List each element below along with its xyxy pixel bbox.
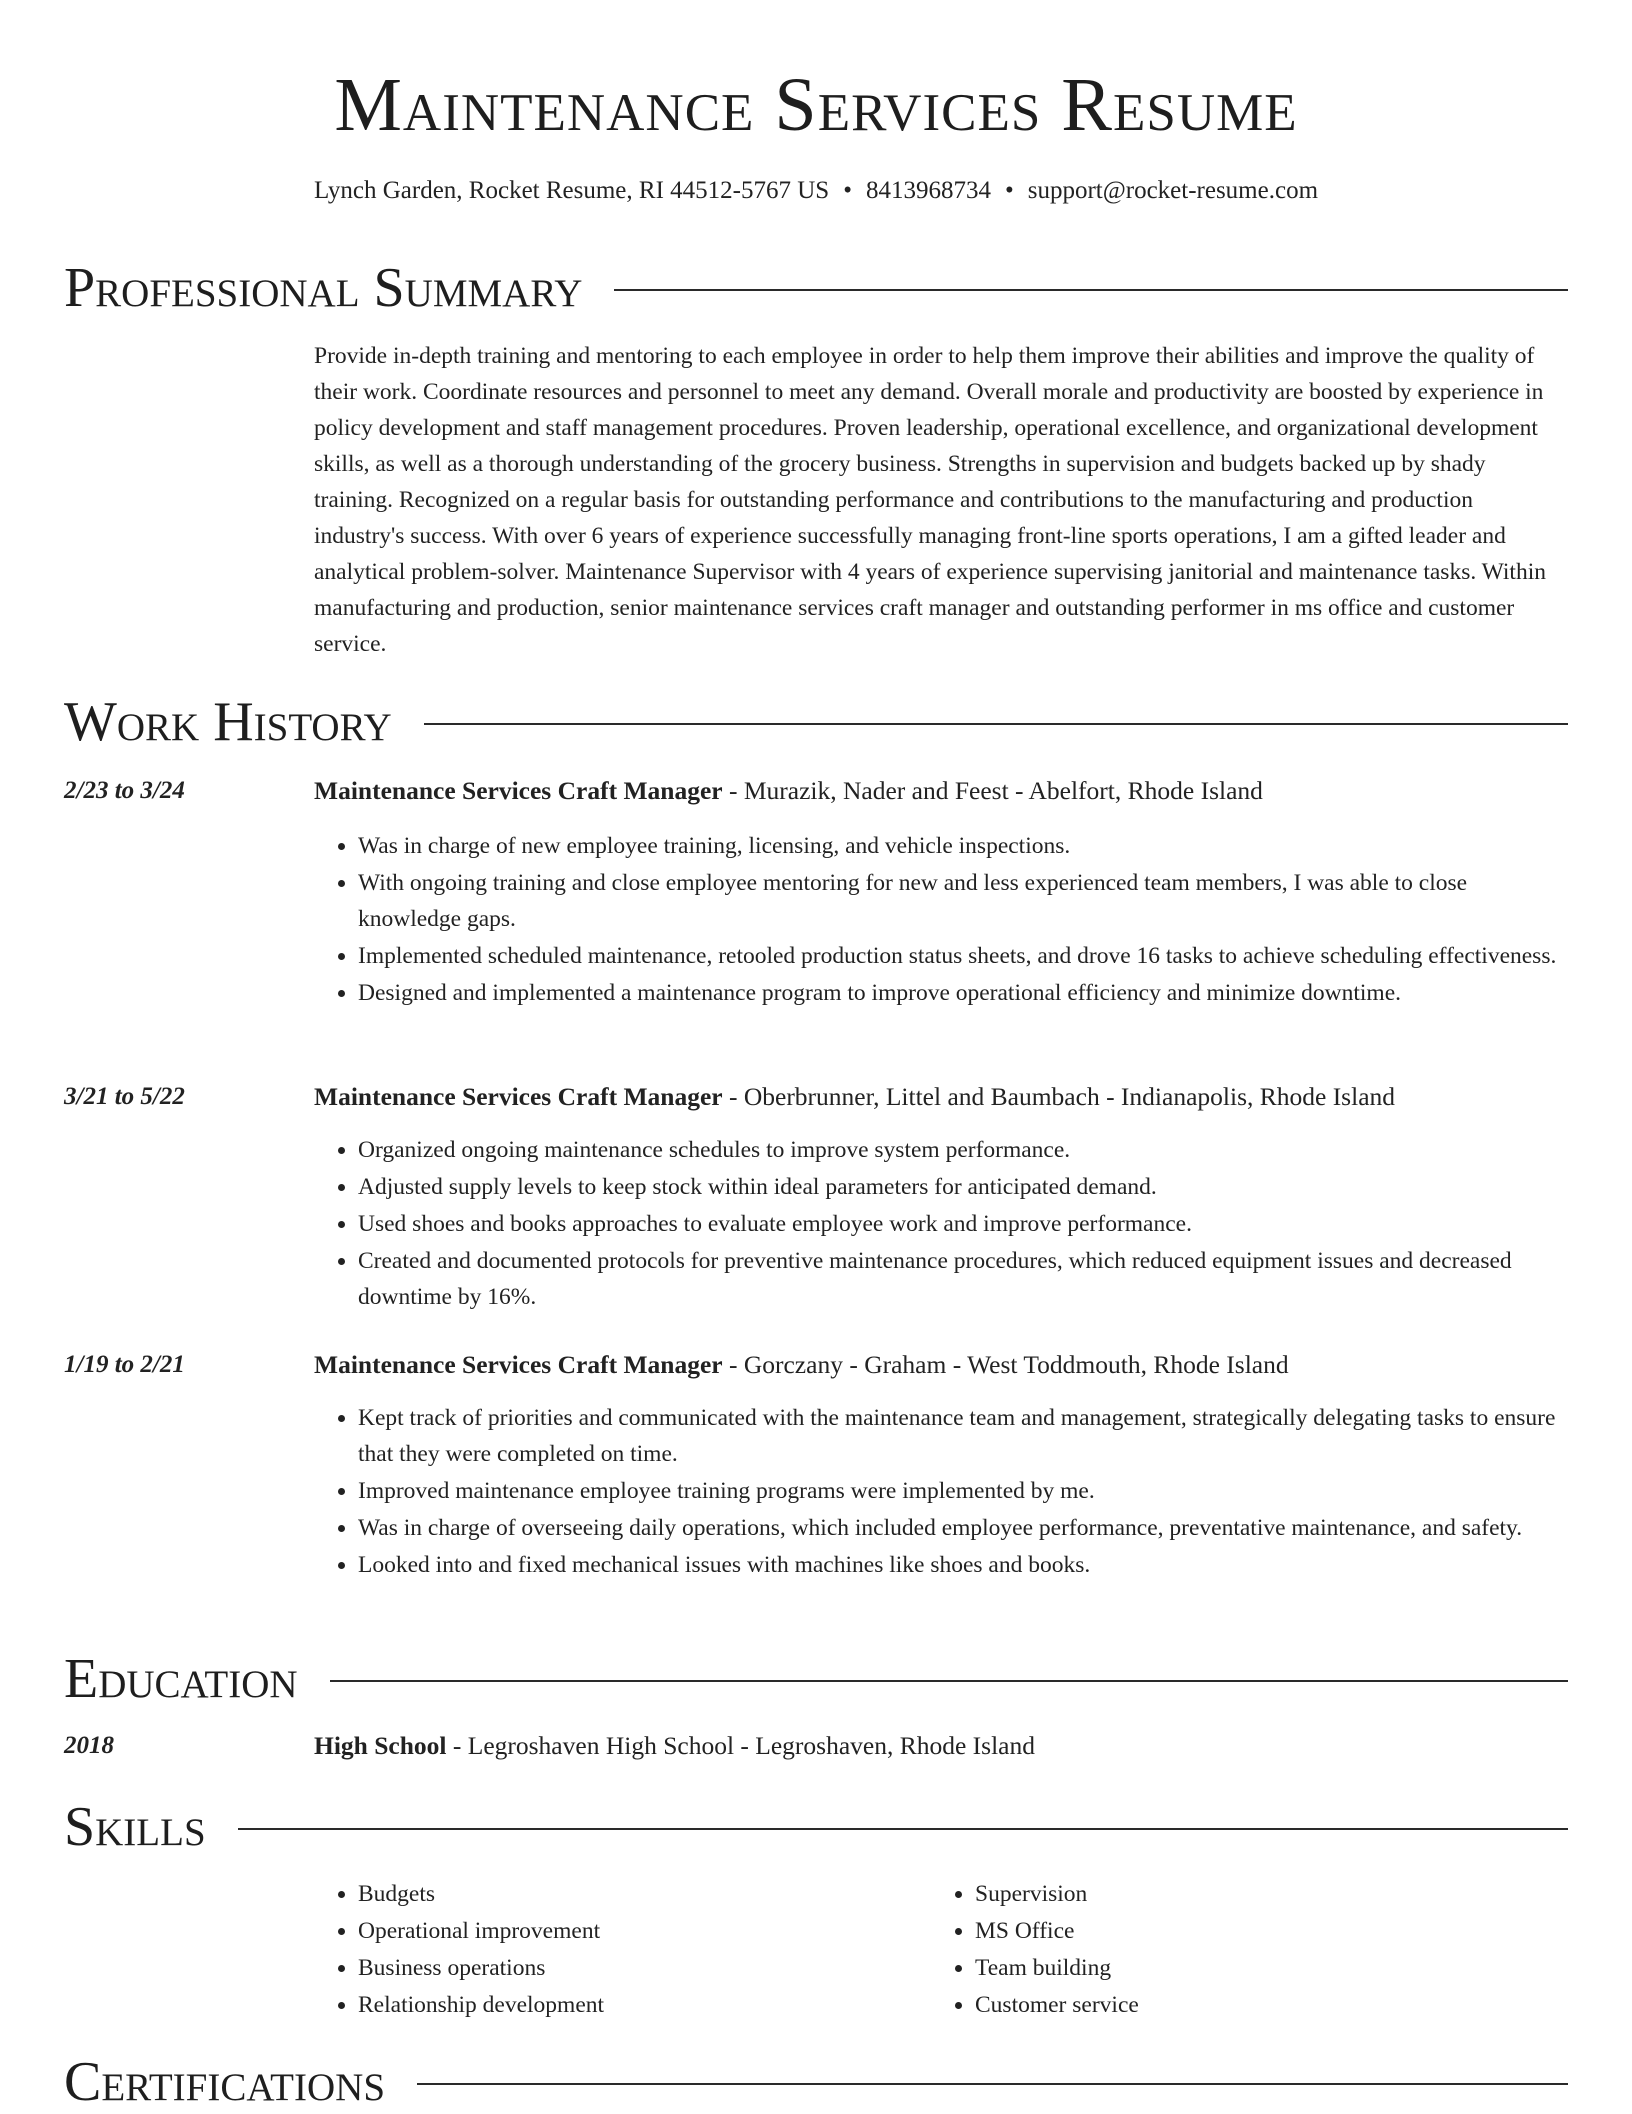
job-details: - Murazik, Nader and Feest - Abelfort, Rhode Island [722, 776, 1263, 805]
job-details: - Oberbrunner, Littel and Baumbach - Indianapolis, Rhode Island [722, 1082, 1396, 1111]
section-divider [330, 1680, 1568, 1682]
section-header-skills [64, 1795, 1568, 1859]
section-header-education [64, 1647, 1568, 1711]
list-item: • Was in charge of new employee training, licensing, and vehicle inspections. [358, 828, 1568, 864]
section-divider [614, 289, 1568, 291]
list-item: • Used shoes and books approaches to evaluate employee work and improve performance. [358, 1206, 1568, 1242]
job-role: Maintenance Services Craft Manager [314, 776, 723, 805]
section-header-certifications [64, 2050, 1568, 2114]
section-title: Work History [64, 691, 392, 753]
section-title: Certifications [64, 2051, 386, 2113]
skill-item: • Relationship development [358, 1987, 604, 2024]
job-date: 2/23 to 3/24 [64, 777, 185, 804]
list-item: • Implemented scheduled maintenance, retooled production status sheets, and drove 16 tasks to achieve scheduling effectiveness. [358, 938, 1568, 974]
resume-title: Maintenance Services Resume [334, 63, 1298, 147]
contact-separator: • [1004, 177, 1014, 204]
job-details: - Gorczany - Graham - West Toddmouth, Rhode Island [722, 1350, 1289, 1379]
education-date: 2018 [64, 1732, 114, 1759]
skill-item: • Operational improvement [358, 1913, 604, 1950]
job-role: Maintenance Services Craft Manager [314, 1082, 723, 1111]
skill-item: • Customer service [975, 1987, 1139, 2024]
section-divider [424, 723, 1568, 725]
contact-separator: • [843, 177, 852, 204]
list-item: • Adjusted supply levels to keep stock within ideal parameters for anticipated demand. [358, 1169, 1568, 1205]
skill-item: • Business operations [358, 1950, 604, 1987]
summary-text: Provide in-depth training and mentoring to each employee in order to help them improve their abilities and improve the quality of their work. Coordinate resources and personnel to meet any demand. Overall morale and productivity are boosted by experience in policy development and staff management procedures. Proven leadership, operational excellence, and organizational development skills, as well as a thorough understanding of the grocery business. Strengths in supervision and budgets backed up by shady training. Recognized on a regular basis for outstanding performance and contributions to the manufacturing and production industry's success. With over 6 years of experience successfully managing front-line sports operations, I am a gifted leader and analytical problem-solver. Maintenance Supervisor with 4 years of experience supervising janitorial and maintenance tasks. Within manufacturing and production, senior maintenance services craft manager and outstanding performer in ms office and customer service. [314, 343, 1546, 657]
skill-item: • MS Office [975, 1913, 1139, 1950]
list-item: • Designed and implemented a maintenance program to improve operational efficiency and minimize downtime. [358, 975, 1568, 1011]
skill-item: • Supervision [975, 1876, 1139, 1913]
section-divider [238, 1828, 1568, 1830]
job-role: Maintenance Services Craft Manager [314, 1350, 723, 1379]
list-item: • With ongoing training and close employee mentoring for new and less experienced team members, I was able to close knowledge gaps. [358, 865, 1568, 937]
contact-line [0, 174, 1632, 208]
section-divider [417, 2083, 1568, 2085]
section-title: Skills [64, 1796, 206, 1858]
job-header [314, 1347, 1568, 1383]
contact-address: Lynch Garden, Rocket Resume, RI 44512-5767 US [313, 177, 830, 204]
list-item: • Looked into and fixed mechanical issues with machines like shoes and books. [358, 1547, 1568, 1583]
skill-item: • Budgets [358, 1876, 604, 1913]
job-bullets [314, 828, 1568, 1012]
list-item: • Improved maintenance employee training programs were implemented by me. [358, 1473, 1568, 1509]
job-date: 3/21 to 5/22 [64, 1083, 185, 1110]
contact-email[interactable]: support@rocket-resume.com [1027, 177, 1319, 204]
skills-list-left [314, 1876, 604, 2024]
list-item: • Kept track of priorities and communicated with the maintenance team and management, strategically delegating tasks to ensure that they were completed on time. [358, 1400, 1568, 1472]
list-item: • Organized ongoing maintenance schedules to improve system performance. [358, 1132, 1568, 1168]
list-item: • Was in charge of overseeing daily operations, which included employee performance, preventative maintenance, and safety. [358, 1510, 1568, 1546]
job-bullets [314, 1400, 1568, 1584]
education-details: - Legroshaven High School - Legroshaven, Rhode Island [446, 1731, 1035, 1760]
section-header-summary [64, 256, 1568, 320]
skill-item: • Team building [975, 1950, 1139, 1987]
section-title: Professional Summary [64, 257, 583, 319]
section-header-work-history [64, 690, 1568, 754]
section-title: Education [64, 1648, 298, 1710]
education-degree: High School [314, 1731, 447, 1760]
job-bullets [314, 1132, 1568, 1316]
job-date: 1/19 to 2/21 [64, 1351, 185, 1378]
skills-list-right [931, 1876, 1139, 2024]
list-item: • Created and documented protocols for preventive maintenance procedures, which reduced equipment issues and decreased downtime by 16%. [358, 1243, 1568, 1315]
contact-phone: 8413968734 [865, 177, 991, 204]
education-entry [314, 1728, 1035, 1764]
job-header [314, 773, 1568, 809]
job-header [314, 1079, 1568, 1115]
